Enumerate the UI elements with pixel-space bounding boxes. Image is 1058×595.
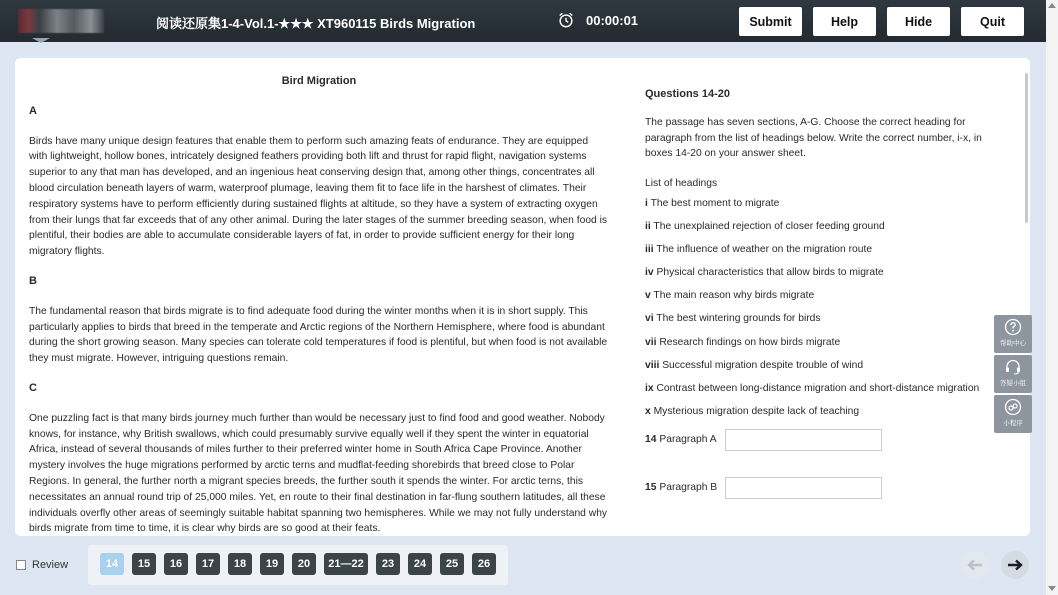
answer-input-15[interactable] [725, 477, 882, 499]
logo [18, 9, 104, 33]
question-button-17[interactable]: 17 [196, 553, 220, 575]
review-label: Review [32, 559, 69, 571]
side-tools [994, 315, 1032, 435]
question-button-18[interactable]: 18 [228, 553, 252, 575]
review-checkbox[interactable] [16, 560, 26, 570]
answer-row-15: 15 Paragraph B [645, 477, 995, 525]
heading-item: x Mysterious migration despite lack of teaching [645, 406, 860, 418]
headings-list-title: List of headings [645, 177, 718, 189]
question-button-26[interactable]: 26 [472, 553, 496, 575]
dropdown-notch-icon [32, 38, 50, 46]
section-label-a: A [29, 104, 37, 117]
main-panel [15, 58, 1030, 536]
section-text-b: The fundamental reason that birds migrate is to find adequate food during the winter months when it is in short supply. This particularly applies to birds that breed in the temperate and Arctic regions of the Northern Hemisphere, where food is abundant during the short growing season. Many species can tolerate cold temperatures if food is plentiful, but when food is not available they must migrate. However, intriguing questions remain. [29, 305, 608, 365]
question-button-24[interactable]: 24 [408, 553, 432, 575]
help-center-button[interactable]: 帮助中心 [994, 315, 1032, 353]
scroll-up-icon[interactable] [1048, 3, 1056, 8]
timer: 00:00:01 [586, 13, 639, 28]
passage [29, 74, 609, 536]
heading-item: iv Physical characteristics that allow birds to migrate [645, 267, 884, 279]
questions-pane[interactable] [635, 58, 1030, 536]
question-button-19[interactable]: 19 [260, 553, 284, 575]
question-navigator [88, 545, 508, 585]
questions-scrollbar[interactable] [1025, 73, 1028, 223]
question-button-21-22[interactable]: 21—22 [324, 553, 368, 575]
arrow-right-icon [1007, 559, 1023, 571]
qa-group-button[interactable]: 答疑小组 [994, 355, 1032, 393]
heading-item: vii Research findings on how birds migrate [645, 336, 841, 348]
heading-item: ix Contrast between long-distance migration and short-distance migration [645, 383, 980, 394]
question-button-23[interactable]: 23 [376, 553, 400, 575]
question-circle-icon [1004, 318, 1022, 336]
questions-instructions: The passage has seven sections, A-G. Choose the correct heading for paragraph from the list of headings below. Write the correct number, i-x, in boxes 14-20 on your answer sheet. [645, 117, 982, 159]
passage-title: Bird Migration [281, 75, 357, 87]
hide-button[interactable]: Hide [887, 7, 950, 36]
section-label-c: C [29, 381, 37, 394]
alarm-clock-icon [557, 11, 575, 29]
arrow-left-icon [967, 559, 983, 571]
heading-item: viii Successful migration despite trouble of wind [645, 359, 864, 371]
answer-input-14[interactable] [725, 429, 882, 451]
heading-item: i The best moment to migrate [645, 197, 780, 209]
heading-item: ii The unexplained rejection of closer feeding ground [645, 220, 885, 232]
question-button-14[interactable]: 14 [100, 553, 124, 575]
window-scrollbar[interactable] [1046, 0, 1058, 595]
section-text-a: Birds have many unique design features that enable them to perform such amazing feats of endurance. They are equipped with lightweight, hollow bones, intricately designed feathers providing both lift and thrust for rapid flight, navigation systems superior to any that man has developed, and an ingenious heat conserving design that, among other things, concentrates all blood circulation beneath layers of warm, waterproof plumage, leaving them fit to face life in the harshest of climates. Their respiratory systems have to perform efficiently during sustained flights at altitude, so they have a system of extracting oxygen from their lungs that far exceeds that of any other animal. During the later stages of the summer breeding season, when food is plentiful, their bodies are able to accumulate considerable layers of fat, in order to provide sufficient energy for their long migratory flights. [29, 135, 608, 258]
questions [645, 88, 995, 525]
headset-icon [1004, 358, 1022, 376]
heading-item: vi The best wintering grounds for birds [645, 313, 821, 325]
passage-pane[interactable] [15, 58, 635, 536]
next-button[interactable] [1001, 551, 1029, 579]
previous-button[interactable] [961, 551, 989, 579]
scroll-down-icon[interactable] [1048, 586, 1056, 591]
heading-item: v The main reason why birds migrate [645, 290, 815, 302]
section-label-b: B [29, 274, 37, 287]
quit-button[interactable]: Quit [961, 7, 1024, 36]
test-title: 阅读还原集1-4-Vol.1-★★★ XT960115 Birds Migration [156, 16, 476, 31]
review-toggle[interactable] [16, 559, 68, 571]
section-text-c: One puzzling fact is that many birds journey much further than would be necessary just to find food and good weather. Nobody knows, for instance, why British swallows, which could presumably survive equally well if they spent the winter in equatorial Africa, instead of several thousands of miles further to their preferred winter home in South Africa Cape Province. Another mystery involves the huge migrations performed by arctic terns and mudflat-feeding shorebirds that breed close to Polar Regions. In general, the further north a migrant species breeds, the further south it spends the winter. For arctic terns, this necessitates an annual round trip of 25,000 miles. Yet, en route to their final destination in far-flung southern latitudes, all these individuals overfly other areas of seemingly suitable habitat spanning two hemispheres. While we may not fully understand why birds migrate from time to time, it is clear why birds are so good at their feats. [29, 412, 608, 535]
question-button-15[interactable]: 15 [132, 553, 156, 575]
question-button-25[interactable]: 25 [440, 553, 464, 575]
top-bar [0, 0, 1046, 42]
question-button-20[interactable]: 20 [292, 553, 316, 575]
mini-program-icon [1004, 398, 1022, 416]
question-button-16[interactable]: 16 [164, 553, 188, 575]
help-button[interactable]: Help [813, 7, 876, 36]
questions-title: Questions 14-20 [645, 88, 730, 100]
answer-row-14: 14 Paragraph A [645, 429, 995, 477]
mini-program-button[interactable]: 小程序 [994, 395, 1032, 433]
submit-button[interactable]: Submit [739, 7, 802, 36]
heading-item: iii The influence of weather on the migration route [645, 243, 873, 255]
